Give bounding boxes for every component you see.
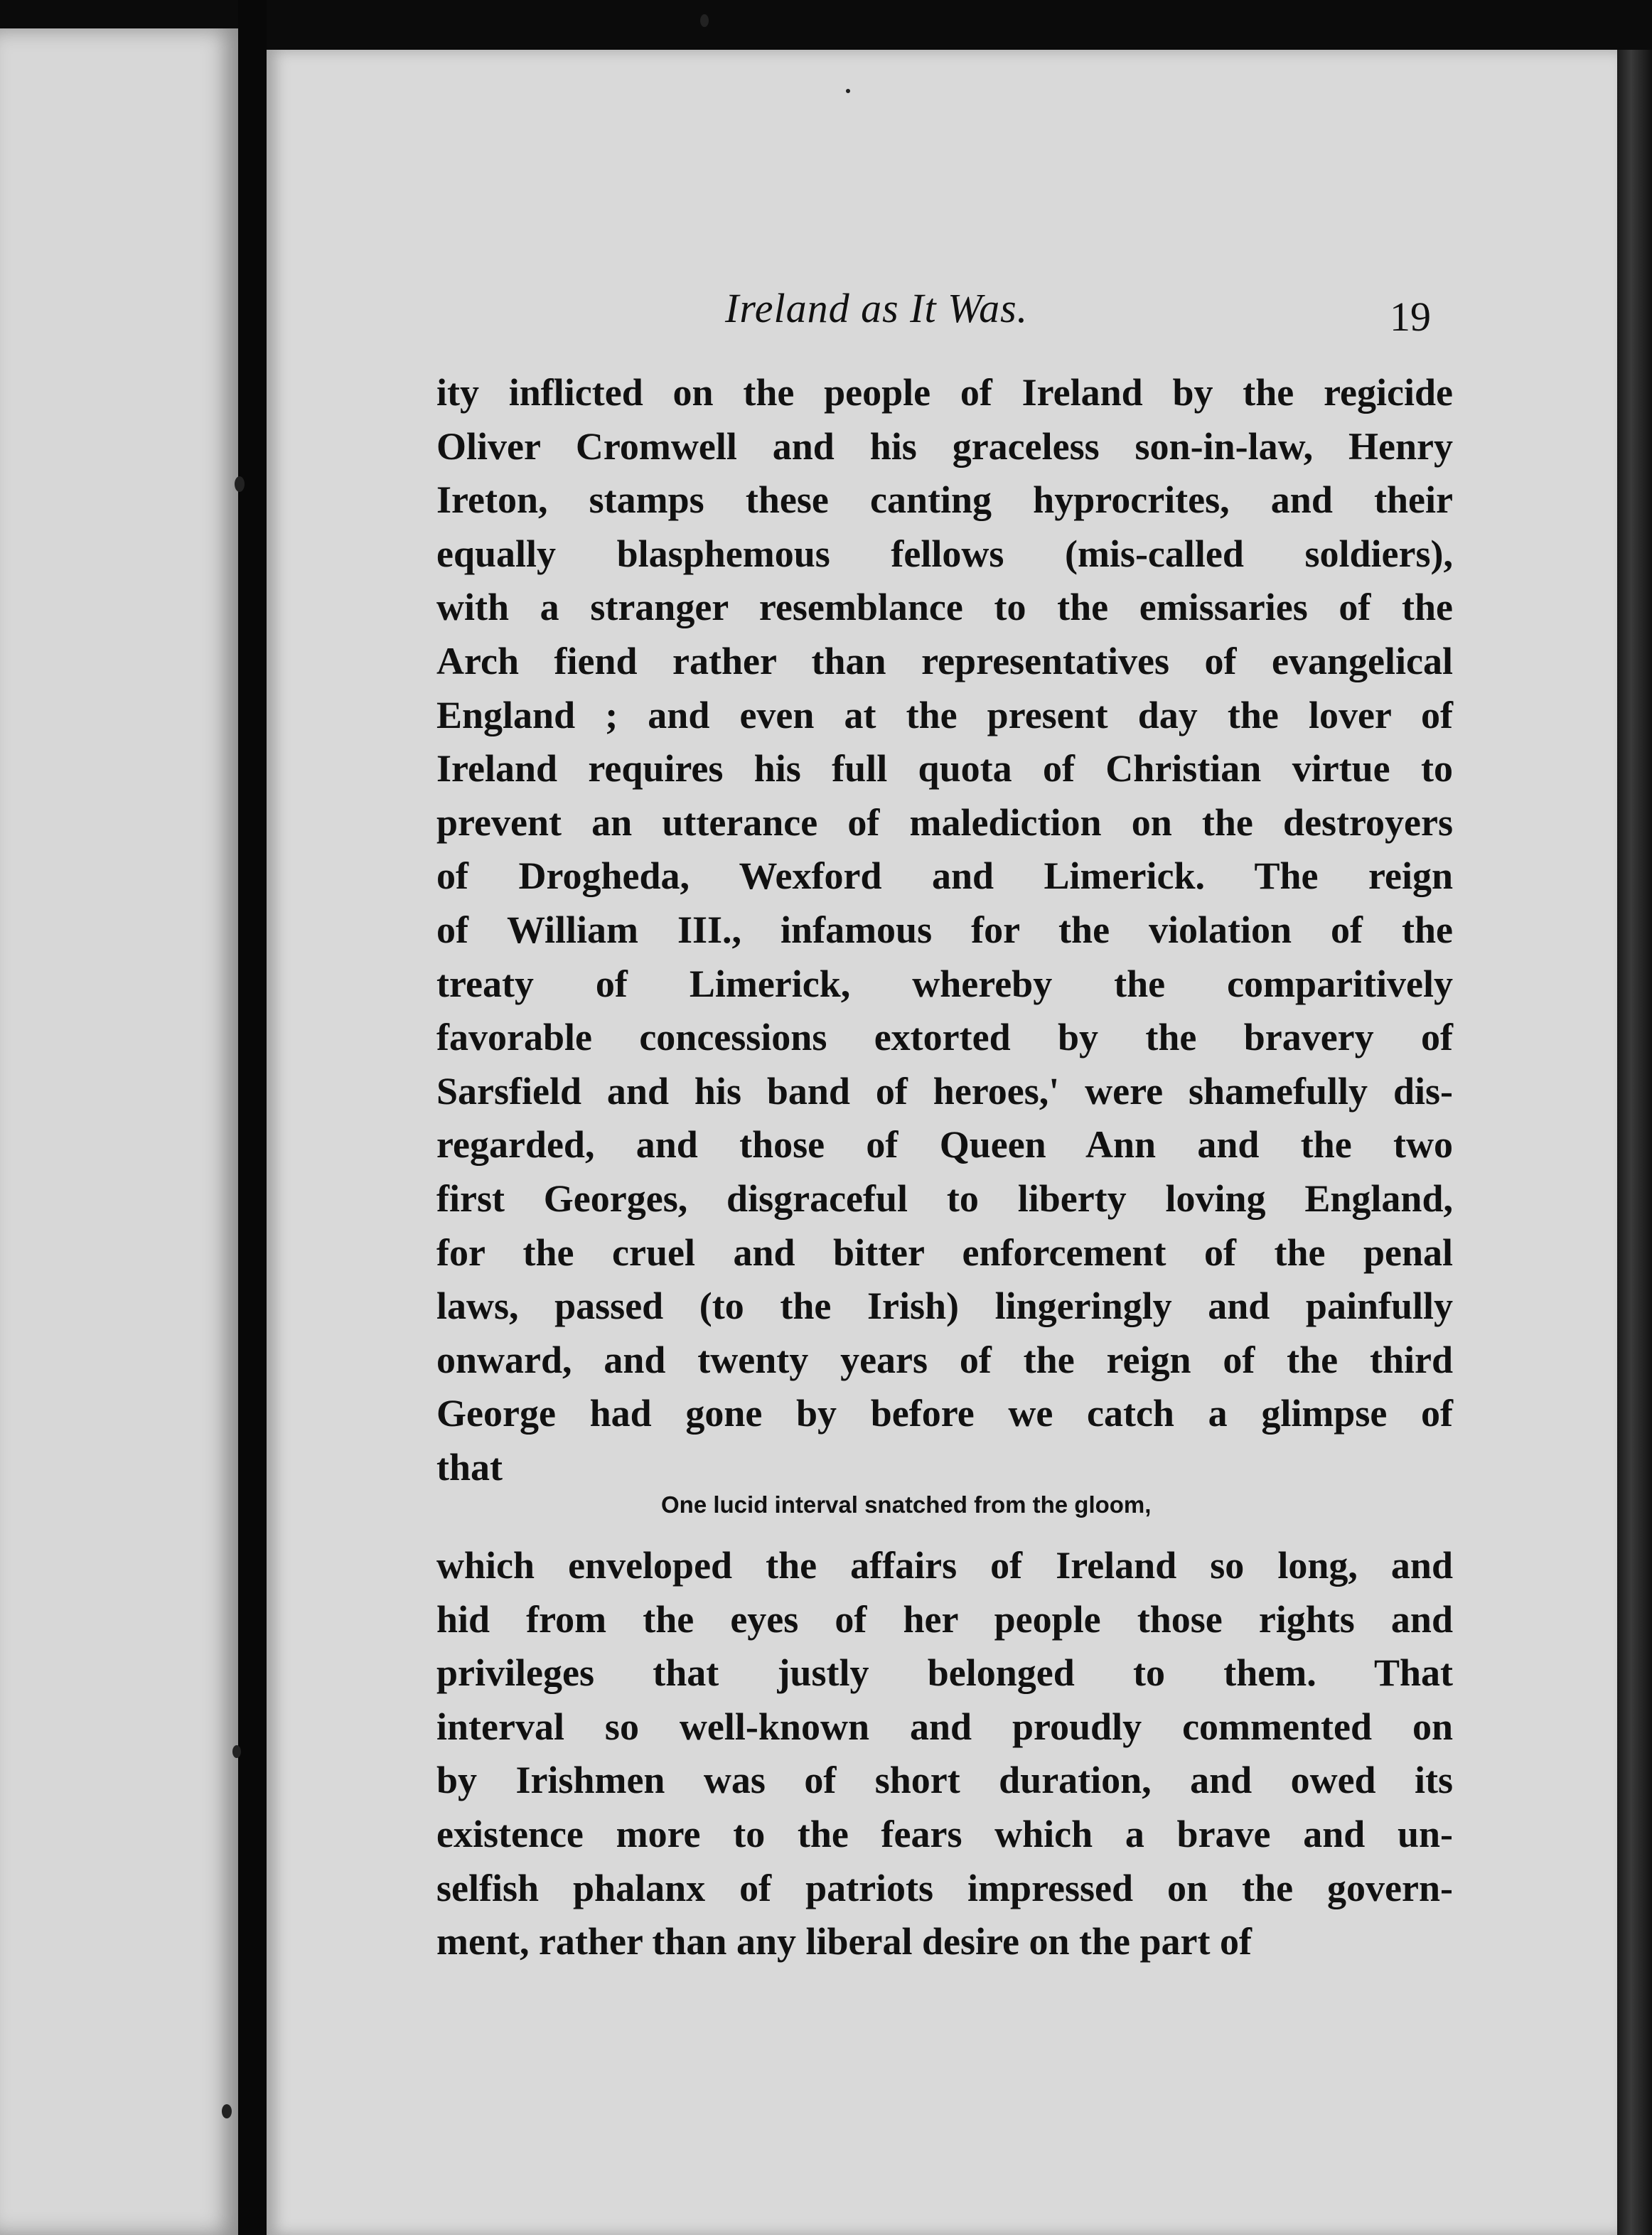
print-speck — [222, 2104, 232, 2118]
facing-page-line — [0, 1009, 96, 1052]
running-title: Ireland as It Was. — [725, 285, 1029, 331]
facing-page-text-clip — [0, 28, 238, 2235]
text-line: George had gone by before we catch a glimpse of — [436, 1392, 1453, 1435]
facing-page-line — [0, 1434, 96, 1476]
facing-page-line — [0, 1646, 96, 1688]
facing-page-line — [0, 956, 96, 999]
facing-page-line — [0, 1275, 96, 1317]
facing-page-line — [0, 320, 96, 363]
text-line: privileges that justly belonged to them. That — [436, 1651, 1453, 1695]
text-line: England ; and even at the present day the lover of — [436, 693, 1453, 736]
facing-page-line — [0, 1169, 96, 1211]
facing-page-line — [0, 638, 96, 681]
text-line: onward, and twenty years of the reign of the third — [436, 1338, 1453, 1381]
text-line: interval so well-known and proudly commented on — [436, 1705, 1453, 1748]
print-speck — [232, 1745, 241, 1758]
book-gutter — [238, 0, 267, 2235]
facing-page-line — [0, 1062, 96, 1105]
text-line: favorable concessions extorted by the bravery of — [436, 1016, 1453, 1059]
text-line: of Drogheda, Wexford and Limerick. The reign — [436, 854, 1453, 898]
text-line: selfish phalanx of patriots impressed on the govern- — [436, 1866, 1453, 1909]
text-line: prevent an utterance of malediction on the destroyers — [436, 800, 1453, 844]
facing-page-line — [0, 1752, 96, 1794]
facing-page-line — [0, 1805, 96, 1848]
facing-page-line — [0, 1540, 96, 1582]
text-line: treaty of Limerick, whereby the comparitively — [436, 962, 1453, 1005]
paragraph-1 — [436, 366, 1453, 1494]
print-speck — [846, 89, 850, 93]
facing-page-line — [0, 904, 96, 946]
page-number: 19 — [1390, 294, 1431, 340]
text-line: which enveloped the affairs of Ireland so long, and — [436, 1544, 1453, 1587]
text-line: Sarsfield and his band of heroes,' were shamefully dis- — [436, 1069, 1453, 1113]
text-line: Oliver Cromwell and his graceless son-in-law, Henry — [436, 424, 1453, 468]
facing-page-line — [0, 532, 96, 574]
facing-page-line — [0, 1381, 96, 1423]
facing-page-line — [0, 691, 96, 734]
facing-page-line — [0, 797, 96, 840]
page-edge-shadow — [1617, 50, 1652, 2235]
text-line: Arch fiend rather than representatives of evangelical — [436, 639, 1453, 682]
facing-page-line — [0, 1115, 96, 1158]
facing-page-line — [0, 479, 96, 522]
facing-page-line — [0, 1699, 96, 1742]
facing-page-line — [0, 585, 96, 628]
facing-page-left — [0, 28, 238, 2235]
facing-page-line — [0, 426, 96, 468]
facing-page-line — [0, 1486, 96, 1529]
text-line: equally blasphemous fellows (mis-called soldiers), — [436, 532, 1453, 575]
facing-page-line — [0, 850, 96, 893]
facing-page-line — [0, 744, 96, 787]
text-line: existence more to the fears which a brave and un- — [436, 1812, 1453, 1855]
text-line: by Irishmen was of short duration, and owed its — [436, 1759, 1453, 1802]
text-line: of William III., infamous for the violation of the — [436, 908, 1453, 951]
text-line: ity inflicted on the people of Ireland by the regicide — [436, 371, 1453, 414]
paragraph-2 — [436, 1539, 1453, 1969]
text-line: that — [436, 1445, 503, 1489]
text-line: with a stranger resemblance to the emissaries of the — [436, 586, 1453, 629]
facing-page-line — [0, 373, 96, 416]
text-line: Ireton, stamps these canting hyprocrites, and their — [436, 478, 1453, 522]
text-line: first Georges, disgraceful to liberty loving England, — [436, 1177, 1453, 1220]
print-speck — [700, 14, 709, 27]
text-line: Ireland requires his full quota of Christian virtue to — [436, 747, 1453, 790]
text-line: hid from the eyes of her people those rights and — [436, 1597, 1453, 1641]
print-speck — [235, 476, 245, 492]
facing-page-line — [0, 1592, 96, 1635]
text-line: laws, passed (to the Irish) lingeringly and painfully — [436, 1285, 1453, 1328]
text-line: for the cruel and bitter enforcement of the penal — [436, 1231, 1453, 1274]
text-line: regarded, and those of Queen Ann and the two — [436, 1123, 1453, 1167]
facing-page-line — [0, 1858, 96, 1900]
quotation-line: One lucid interval snatched from the gloom, — [661, 1491, 1152, 1518]
facing-page-line — [0, 1221, 96, 1264]
text-line: ment, rather than any liberal desire on the part of — [436, 1920, 1252, 1963]
